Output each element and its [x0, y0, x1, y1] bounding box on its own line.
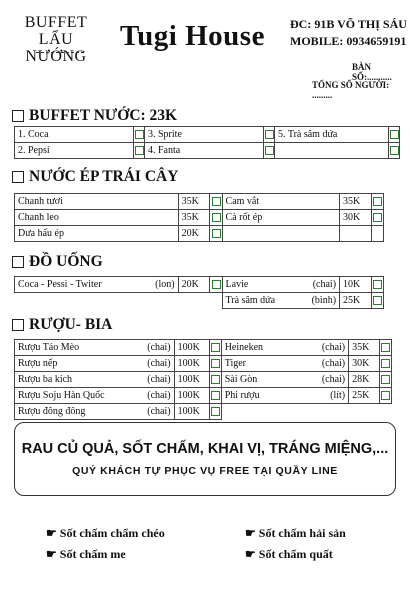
item-name-text: Phi rượu: [224, 390, 260, 401]
checkbox-icon[interactable]: [265, 146, 274, 155]
checkbox-icon[interactable]: [211, 343, 220, 352]
table-number-field[interactable]: BÀN SỐ:...........: [352, 62, 392, 82]
buffet-divider: [36, 52, 84, 53]
item-name-text: Rượu đông đông: [18, 406, 86, 417]
menu-item: 3. Sprite: [145, 127, 264, 143]
empty-cell: [210, 293, 222, 309]
section-title-text: NƯỚC ÉP TRÁI CÂY: [29, 168, 179, 185]
hand-pointing-right-icon: ☛: [46, 547, 57, 561]
item-name: Chanh tươi: [15, 194, 179, 210]
item-name: Chanh leo: [15, 210, 179, 226]
item-name-text: Rượu nếp: [18, 358, 58, 369]
item-name: [15, 404, 175, 420]
item-name: [221, 388, 348, 404]
section-title-text: RƯỢU- BIA: [29, 316, 113, 333]
buffet-line-2: LẨU NƯỚNG: [25, 31, 87, 65]
checkbox-icon[interactable]: [381, 343, 390, 352]
item-price: 100K: [174, 340, 209, 356]
juice-table: [14, 193, 384, 242]
section-juice-title: [12, 168, 178, 186]
item-price: 30K: [340, 210, 372, 226]
table-row: [15, 127, 400, 143]
section-buffet-water-title: [12, 107, 177, 125]
checkbox-icon[interactable]: [373, 296, 382, 305]
menu-item: 4. Fanta: [145, 143, 264, 159]
item-checkbox[interactable]: [209, 356, 221, 372]
item-checkbox[interactable]: [209, 372, 221, 388]
sauce-label: Sốt chấm hải sản: [258, 526, 346, 540]
item-unit: (bình): [311, 295, 337, 306]
item-name: Cam vắt: [222, 194, 340, 210]
item-price: 35K: [349, 340, 380, 356]
table-row: [15, 210, 384, 226]
checkbox-icon[interactable]: [212, 229, 221, 238]
section-checkbox-icon[interactable]: [12, 110, 24, 122]
self-service-panel: [14, 422, 396, 496]
item-price: 25K: [340, 293, 372, 309]
table-row: [15, 293, 384, 309]
item-name: [221, 356, 348, 372]
sauce-label: Sốt chấm chẩm chéo: [59, 526, 165, 540]
checkbox-icon[interactable]: [211, 391, 220, 400]
hand-pointing-right-icon: ☛: [245, 526, 256, 540]
checkbox-icon[interactable]: [212, 280, 221, 289]
table-row: [15, 340, 392, 356]
item-checkbox[interactable]: [210, 194, 222, 210]
hand-pointing-right-icon: ☛: [245, 547, 256, 561]
item-name-text: Tiger: [224, 358, 247, 369]
item-name-text: Coca - Pessi - Twiter: [18, 279, 102, 290]
item-checkbox[interactable]: [380, 356, 392, 372]
item-checkbox[interactable]: [134, 143, 145, 159]
item-name-text: Trà sâm dứa: [225, 295, 276, 306]
item-name-text: Heineken: [224, 342, 264, 353]
checkbox-icon[interactable]: [381, 375, 390, 384]
item-unit: (lon): [155, 279, 175, 290]
guest-count-field[interactable]: TỔNG SỐ NGƯỜI: .........: [312, 80, 390, 100]
drinks-table: [14, 276, 384, 309]
buffet-water-table: [14, 126, 400, 159]
item-checkbox[interactable]: [134, 127, 145, 143]
item-price: 30K: [349, 356, 380, 372]
empty-cell: [349, 404, 380, 420]
table-row: [15, 372, 392, 388]
item-price: 20K: [178, 277, 210, 293]
item-price: [340, 226, 372, 242]
checkbox-icon[interactable]: [373, 197, 382, 206]
checkbox-icon[interactable]: [381, 359, 390, 368]
item-checkbox[interactable]: [371, 226, 383, 242]
self-service-subline: QUÝ KHÁCH TỰ PHỤC VỤ FREE TẠI QUẦY LINE: [72, 465, 338, 477]
item-unit: (chai): [147, 374, 171, 385]
item-name-text: Rượu ba kích: [18, 374, 73, 385]
section-alcohol-title: [12, 316, 112, 334]
item-price: 28K: [349, 372, 380, 388]
checkbox-icon[interactable]: [211, 359, 220, 368]
checkbox-icon[interactable]: [265, 130, 274, 139]
alcohol-table: [14, 339, 392, 420]
item-checkbox[interactable]: [380, 340, 392, 356]
table-row: [15, 404, 392, 420]
item-unit: (chai): [147, 358, 171, 369]
section-checkbox-icon[interactable]: [12, 319, 24, 331]
contact-info: [290, 16, 407, 50]
item-name: Cà rốt ép: [222, 210, 340, 226]
empty-cell: [380, 404, 392, 420]
item-price: 25K: [349, 388, 380, 404]
sauce-item: [245, 526, 346, 541]
checkbox-icon[interactable]: [373, 213, 382, 222]
checkbox-icon[interactable]: [390, 146, 399, 155]
sauce-item: [46, 526, 165, 541]
checkbox-icon[interactable]: [135, 146, 144, 155]
hand-pointing-right-icon: ☛: [46, 526, 57, 540]
checkbox-icon[interactable]: [212, 197, 221, 206]
item-name: [221, 340, 348, 356]
item-name: [221, 372, 348, 388]
item-checkbox[interactable]: [210, 210, 222, 226]
item-checkbox[interactable]: [264, 127, 275, 143]
item-name: [222, 277, 340, 293]
table-row: [15, 143, 400, 159]
item-price: 35K: [178, 194, 210, 210]
section-checkbox-icon[interactable]: [12, 171, 24, 183]
checkbox-icon[interactable]: [212, 213, 221, 222]
mobile: MOBILE: 0934659191: [290, 34, 407, 48]
table-row: [15, 194, 384, 210]
checkbox-icon[interactable]: [135, 130, 144, 139]
item-name: [15, 372, 175, 388]
item-name: [15, 277, 179, 293]
item-checkbox[interactable]: [210, 277, 222, 293]
item-name-text: Rượu Táo Mèo: [18, 342, 80, 353]
item-unit: (chai): [321, 342, 346, 353]
sauce-item: [46, 547, 126, 562]
menu-item: 5. Trà sâm dứa: [275, 127, 389, 143]
buffet-line-1: BUFFET: [24, 14, 88, 31]
section-checkbox-icon[interactable]: [12, 256, 24, 268]
item-price: 100K: [174, 372, 209, 388]
item-unit: (chai): [147, 390, 171, 401]
section-drinks-title: [12, 253, 103, 271]
item-unit: (chai): [321, 358, 346, 369]
section-title-text: ĐỒ UỐNG: [29, 253, 103, 270]
item-checkbox[interactable]: [371, 194, 383, 210]
item-checkbox[interactable]: [389, 143, 400, 159]
item-name: [222, 293, 340, 309]
sauce-label: Sốt chấm quất: [258, 547, 333, 561]
buffet-label: [12, 14, 100, 65]
menu-item: [275, 143, 389, 159]
item-price: 35K: [340, 194, 372, 210]
checkbox-icon[interactable]: [381, 391, 390, 400]
checkbox-icon[interactable]: [390, 130, 399, 139]
item-checkbox[interactable]: [264, 143, 275, 159]
item-unit: (chai): [321, 374, 346, 385]
item-unit: (lít): [330, 390, 346, 401]
item-name-text: Rượu Soju Hàn Quốc: [18, 390, 105, 401]
item-checkbox[interactable]: [209, 340, 221, 356]
table-row: [15, 388, 392, 404]
item-price: 20K: [178, 226, 210, 242]
item-unit: (chai): [312, 279, 337, 290]
item-unit: (chai): [147, 342, 171, 353]
item-checkbox[interactable]: [209, 404, 221, 420]
item-name: [15, 356, 175, 372]
empty-cell: [221, 404, 348, 420]
table-row: [15, 226, 384, 242]
empty-cell: [178, 293, 210, 309]
item-checkbox[interactable]: [209, 388, 221, 404]
item-checkbox[interactable]: [389, 127, 400, 143]
item-name-text: Sài Gòn: [224, 374, 258, 385]
sauce-item: [245, 547, 333, 562]
item-unit: (chai): [147, 406, 171, 417]
item-name-text: Lavie: [225, 279, 249, 290]
address: ĐC: 91B VÕ THỊ SÁU: [290, 17, 407, 31]
table-row: [15, 277, 384, 293]
section-title-text: BUFFET NƯỚC: 23K: [29, 107, 178, 124]
item-name: [15, 388, 175, 404]
item-checkbox[interactable]: [371, 210, 383, 226]
empty-cell: [15, 293, 179, 309]
menu-item: 1. Coca: [15, 127, 134, 143]
item-price: 10K: [340, 277, 372, 293]
item-name: Dưa hấu ép: [15, 226, 179, 242]
brand-name: Tugi House: [120, 20, 265, 52]
item-checkbox[interactable]: [210, 226, 222, 242]
self-service-headline: RAU CỦ QUẢ, SỐT CHẤM, KHAI VỊ, TRÁNG MIỆNG,...: [21, 441, 389, 457]
checkbox-icon[interactable]: [373, 280, 382, 289]
item-name: [222, 226, 340, 242]
item-checkbox[interactable]: [380, 388, 392, 404]
item-price: 100K: [174, 404, 209, 420]
table-row: [15, 356, 392, 372]
menu-item: 2. Pepsi: [15, 143, 134, 159]
item-price: 35K: [178, 210, 210, 226]
checkbox-icon[interactable]: [211, 375, 220, 384]
checkbox-icon[interactable]: [211, 407, 220, 416]
item-checkbox[interactable]: [371, 277, 383, 293]
item-price: 100K: [174, 356, 209, 372]
item-price: 100K: [174, 388, 209, 404]
item-checkbox[interactable]: [371, 293, 383, 309]
item-name: [15, 340, 175, 356]
sauce-label: Sốt chấm me: [59, 547, 126, 561]
item-checkbox[interactable]: [380, 372, 392, 388]
